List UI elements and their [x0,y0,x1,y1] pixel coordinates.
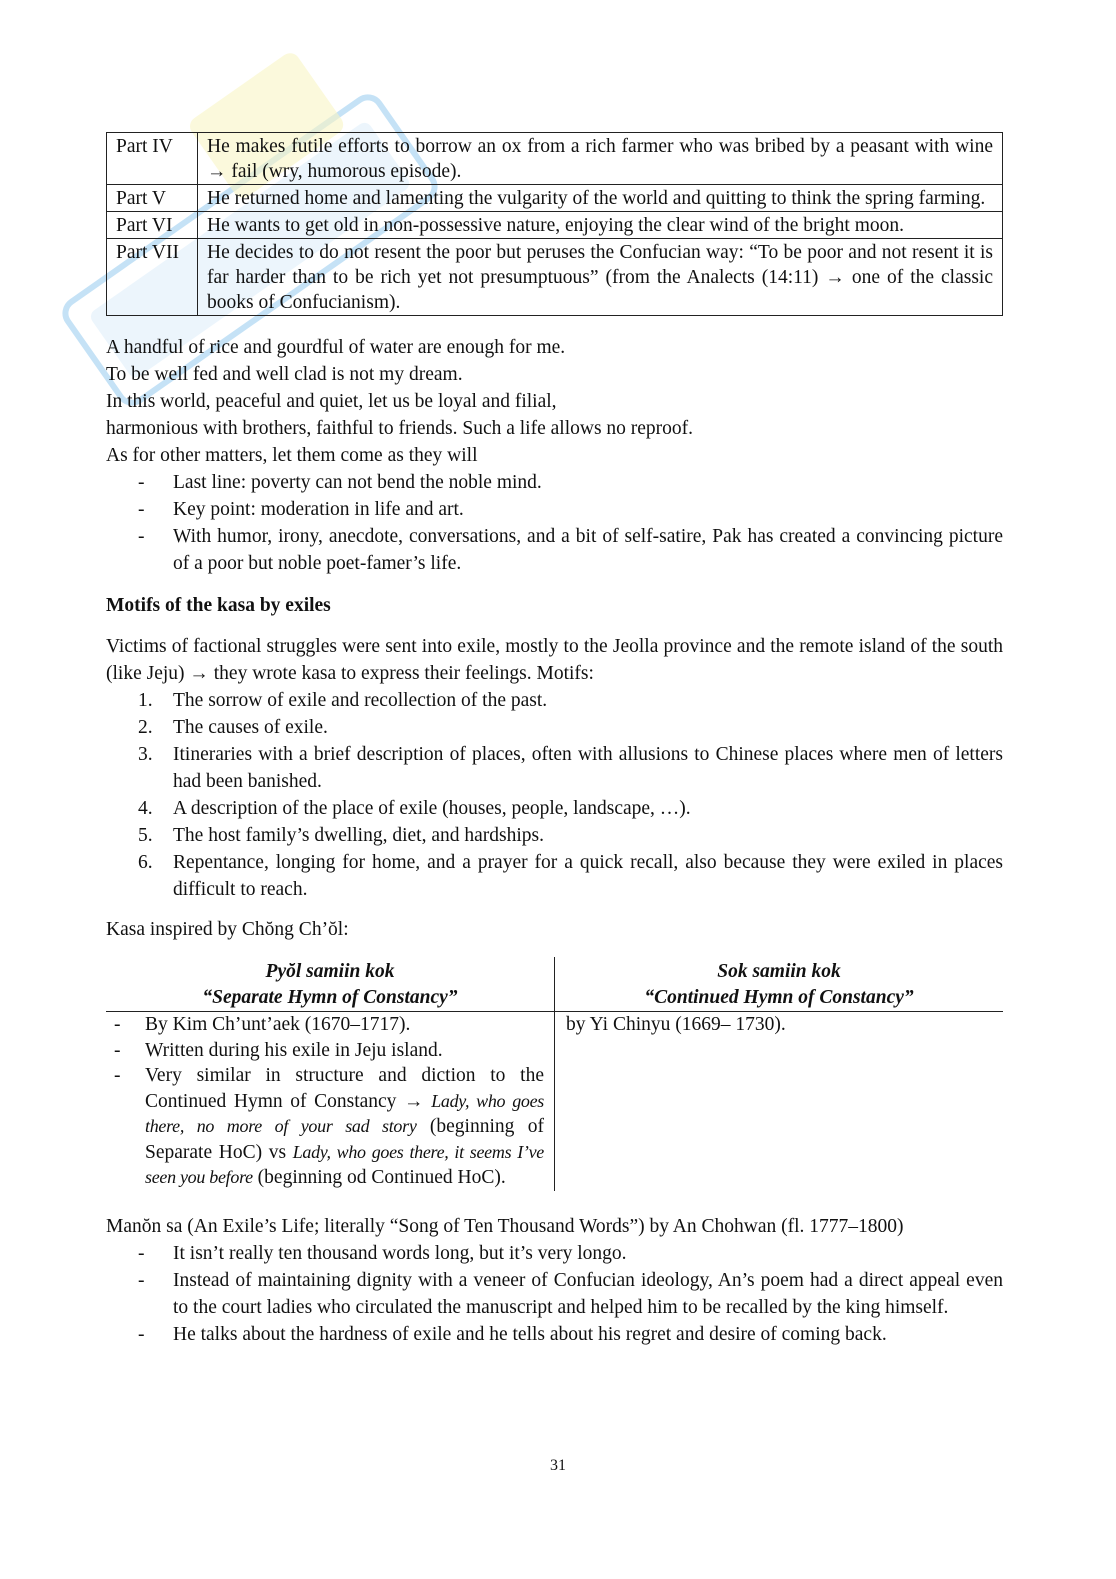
list-item-text: Repentance, longing for home, and a prayer for a quick recall, also because they were exiled in places difficult to reach. [173,852,1003,900]
quote-italic: Lady, who goes there, it seems I’ve seen you before [145,1141,544,1187]
dash-bullet: - [138,1269,145,1291]
list-item [106,1240,1003,1267]
document-page [106,132,1003,1348]
list-number: 4. [138,798,153,819]
list-item [106,795,1003,822]
list-item-text: By Kim Ch’unt’aek (1670–1717). [145,1014,411,1035]
list-item [106,822,1003,849]
list-item-text: (beginning od Continued HoC). [252,1167,506,1188]
list-item [106,469,1003,496]
poem-line: To be well fed and well clad is not my dream. [106,364,463,385]
column-title: Pyŏl samiin kok [265,961,395,982]
list-item-text: He talks about the hardness of exile and he tells about his regret and desire of coming back. [173,1323,887,1345]
list-item-text: Itineraries with a brief description of places, often with allusions to Chinese places where men of letters had been banished. [173,744,1003,792]
poem-line: As for other matters, let them come as they will [106,445,478,466]
list-number: 3. [138,744,153,765]
parts-table [106,132,1003,316]
left-column-list [106,1012,554,1191]
column-title: Sok samiin kok [717,961,841,982]
column-subtitle: “Separate Hymn of Constancy” [202,987,458,1008]
comparison-table [106,957,1003,1191]
list-number: 2. [138,717,153,738]
list-item [106,523,1003,577]
dash-bullet: - [138,1323,145,1345]
list-item-text: The host family’s dwelling, diet, and hardships. [173,825,544,846]
part-label: Part V [107,185,198,212]
table-row [107,185,1003,212]
list-item-text: Written during his exile in Jeju island. [145,1039,443,1061]
part-label: Part VI [107,212,198,239]
dash-bullet: - [114,1014,121,1035]
list-item-text: It isn’t really ten thousand words long, but it’s very longo. [173,1242,627,1264]
motifs-list [106,687,1003,903]
poem-line: A handful of rice and gourdful of water are enough for me. [106,337,566,358]
list-number: 5. [138,825,153,846]
table-row [107,239,1003,316]
list-item-text: The sorrow of exile and recollection of the past. [173,690,548,711]
list-item [106,714,1003,741]
comparison-column-left [106,957,555,1191]
quote-italic: Lady, who goes there, no more of your sad story [145,1090,544,1136]
dash-bullet: - [138,526,145,547]
list-item [106,1038,554,1064]
table-row [107,133,1003,185]
part-description: He decides to do not resent the poor but peruses the Confucian way: “To be poor and not resent it is far harder than to be rich yet not presumptuous” (from the Analects (14:11) → one of the classic books of Confucianism). [198,239,1003,316]
list-item [106,849,1003,903]
list-item-text: The causes of exile. [173,717,328,738]
list-item-text: With humor, irony, anecdote, conversations, and a bit of self-satire, Pak has created a convincing picture of a poor but noble poet-famer’s life. [173,526,1003,574]
table-row [107,212,1003,239]
notes-list [106,1240,1003,1348]
list-item-text: Very similar in structure and diction to the Continued Hymn of Constancy → [145,1065,544,1112]
dash-bullet: - [138,472,145,493]
list-item [106,496,1003,523]
part-description: He wants to get old in non-possessive nature, enjoying the clear wind of the bright moon. [198,212,1003,239]
poem-line: In this world, peaceful and quiet, let us be loyal and filial, [106,391,557,412]
notes-list [106,469,1003,577]
list-number: 1. [138,690,153,711]
list-item-text: Key point: moderation in life and art. [173,499,464,520]
manon-sa-line: Manŏn sa (An Exile’s Life; literally “Song of Ten Thousand Words”) by An Chohwan (fl. 1777–1800) [106,1215,904,1237]
list-item [106,741,1003,795]
list-item-text: Instead of maintaining dignity with a veneer of Confucian ideology, An’s poem had a direct appeal even to the court ladies who circulated the manuscript and helped him to be recalled by the king himself. [173,1269,1003,1318]
column-header [106,957,554,1012]
list-item [106,1267,1003,1321]
column-header [555,957,1003,1012]
right-column-text: by Yi Chinyu (1669– 1730). [566,1014,786,1035]
section-heading: Motifs of the kasa by exiles [106,595,331,616]
kasa-intro-text: Kasa inspired by Chŏng Ch’ŏl: [106,919,349,940]
list-item-text: Last line: poverty can not bend the noble mind. [173,472,542,493]
intro-paragraph: Victims of factional struggles were sent into exile, mostly to the Jeolla province and the remote island of the south (like Jeju) → they wrote kasa to express their feelings. Motifs: [106,636,1003,684]
part-description: He returned home and lamenting the vulgarity of the world and quitting to think the spring farming. [198,185,1003,212]
column-subtitle: “Continued Hymn of Constancy” [644,987,914,1008]
part-description: He makes futile efforts to borrow an ox from a rich farmer who was bribed by a peasant with wine → fail (wry, humorous episode). [198,133,1003,185]
list-item-text: (beginning of Separate HoC) vs [145,1116,545,1163]
list-item [106,1321,1003,1348]
part-label: Part IV [107,133,198,185]
list-item-text: A description of the place of exile (houses, people, landscape, …). [173,798,691,819]
dash-bullet: - [138,499,145,520]
dash-bullet: - [114,1039,121,1061]
comparison-column-right [555,957,1003,1191]
page-number: 31 [550,1457,566,1474]
dash-bullet: - [138,1242,145,1264]
list-item [106,687,1003,714]
list-number: 6. [138,852,153,873]
dash-bullet: - [114,1065,121,1086]
poem-line: harmonious with brothers, faithful to friends. Such a life allows no reproof. [106,418,694,439]
part-label: Part VII [107,239,198,316]
list-item [106,1063,554,1191]
poem-quote [106,334,1003,469]
list-item [106,1012,554,1038]
